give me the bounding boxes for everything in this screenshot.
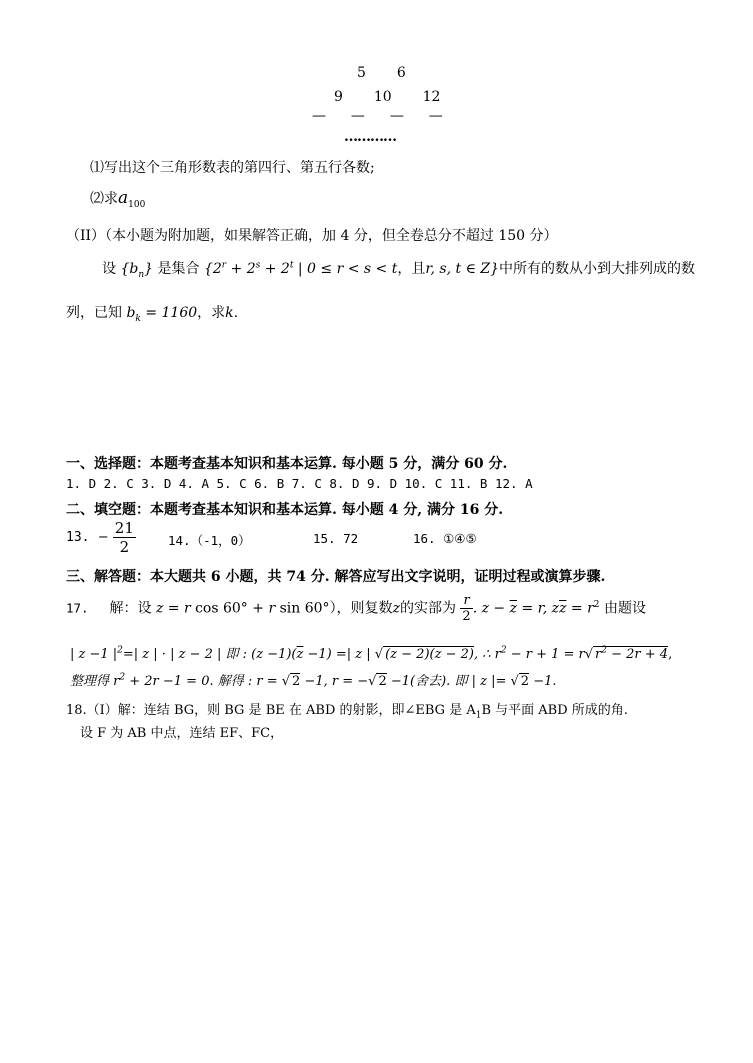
- triangle-ellipsis: …………: [344, 129, 396, 145]
- answer-14: 14.（-1，0）: [168, 533, 251, 548]
- section-1-title: 一、选择题：本题考查基本知识和基本运算. 每小题 5 分，满分 60 分.: [66, 456, 508, 472]
- triangle-row-3: [334, 89, 440, 105]
- solution-18-line-1: 18.（Ⅰ）解：连结 BG，则 BG 是 BE 在 ABD 的射影，即∠EBG 是 $A_1B$ 与平面 ABD 所成的角.: [66, 703, 628, 721]
- solution-18-line-2: 设 F 为 AB 中点，连结 EF、FC，: [80, 726, 284, 741]
- triangle-cell: 6: [396, 65, 406, 81]
- section-2-title: 二、填空题：本题考查基本知识和基本运算. 每小题 4 分, 满分 16 分.: [66, 502, 504, 518]
- section-3-title: 三、解答题：本大题共 6 小题，共 74 分. 解答应写出文字说明，证明过程或演算步骤.: [66, 569, 606, 585]
- answer-15: 15. 72: [313, 531, 359, 546]
- solution-17-line-3: 整理得 $r^2 + 2r -1 = 0$. 解得 : r = √ 2 −1, r = −√ 2 −1(舍去). 即 | z |= √ 2 −1.: [70, 672, 557, 689]
- question-1: ⑴写出这个三角形数表的第四行、第五行各数;: [90, 160, 375, 176]
- triangle-cell: 9: [334, 89, 343, 105]
- solution-17-line-2: | z −1 $|^2=|$ z | · | z − 2 | 即 : $(z -1)(\overline{z} -1)$ =| z | √ $(z - 2)(\overline{z} - 2)$, ∴ $r^2 - r + 1 = r√$ $r^2 - 2r + 4$,: [70, 645, 673, 662]
- triangle-cell: —: [428, 108, 443, 124]
- solution-17-line-1: 17. 解：设 z = r cos 60° + r sin 60°），则复数z的实部为 $\frac{r}{2}$ . $z - \overline{z} = r$, $z\overline{z} = r^2$ 由题设: [66, 593, 646, 625]
- answers-2: 13. − $\frac{21}{2}$: [66, 519, 134, 556]
- triangle-row-4: [312, 108, 443, 124]
- answer-16: 16. ①④⑤: [413, 531, 477, 546]
- fraction-13: $\frac{21}{2}$: [114, 519, 134, 556]
- triangle-cell: 12: [422, 89, 441, 105]
- triangle-cell: —: [389, 108, 404, 124]
- triangle-cell: 10: [373, 89, 392, 105]
- answers-1: 1. D 2. C 3. D 4. A 5. C 6. B 7. C 8. D 9. D 10. C 11. B 12. A: [66, 476, 533, 491]
- part2-header: （II）（本小题为附加题，如果解答正确，加 4 分，但全卷总分不超过 150 分）: [66, 228, 558, 244]
- triangle-row-2: [357, 65, 406, 81]
- triangle-cell: —: [350, 108, 365, 124]
- triangle-cell: 5: [357, 65, 366, 81]
- part2-line-2: 列，已知 $b_k = 1160$，求k.: [66, 305, 239, 324]
- question-2: ⑵求$a_{100}$: [90, 188, 146, 210]
- triangle-cell: —: [312, 108, 326, 124]
- part2-line-1: 设 $\{b_n\}$ 是集合 {$2^r + 2^s + 2^t$ | 0 ≤ r < s < t，且r, s, t ∈ Z}中所有的数从小到大排列成的数: [102, 260, 696, 280]
